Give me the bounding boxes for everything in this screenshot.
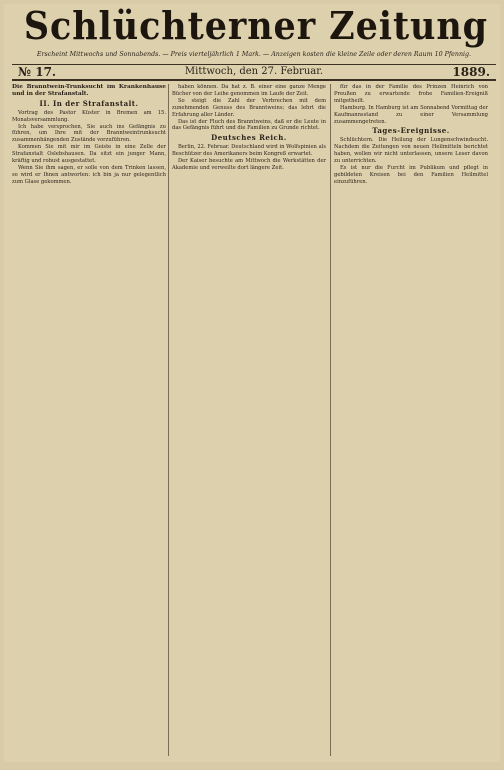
- paragraph: Hamburg. In Hamburg ist am Sonnabend Vormittag der Kaufmannsstand zu einer Versammlung zusammengetreten.: [334, 104, 488, 125]
- masthead-title: Schlüchterner Zeitung: [23, 3, 489, 48]
- paragraph: Ich habe versprochen, Sie auch ins Gefängnis zu führen, um Ihre mit der Branntweintrunksucht zusammenhängenden Zustände vorzuführen.: [12, 123, 166, 144]
- column-middle: [172, 84, 326, 760]
- newspaper-page: [4, 4, 500, 762]
- paragraph: Wenn Sie ihm sagen, er solle von dem Trinken lassen, so wird er Ihnen antworten: ich bin ja nur gelegentlich zum Glase gekommen.: [12, 164, 166, 185]
- paragraph: für das in der Familie des Prinzen Heinrich von Preußen zu erwartende frohe Familien-Ereigniß mitgetheilt.: [334, 84, 488, 104]
- issue-year: 1889.: [452, 65, 490, 79]
- paragraph: Berlin, 22. Februar. Deutschland wird in Wolfspinien als Beschützer des Amerikaners beim Kongreß erwartet.: [172, 144, 326, 158]
- subscription-line: Erscheint Mittwochs und Sonnabends. — Preis vierteljährlich 1 Mark. — Anzeigen kosten die kleine Zeile oder deren Raum 10 Pfennig.: [36, 51, 472, 58]
- section-heading: Deutsches Reich.: [211, 133, 287, 143]
- column-divider: [168, 84, 169, 756]
- issue-number: № 17.: [18, 65, 57, 79]
- column-right: [334, 84, 488, 760]
- section-heading: Tages-Ereignisse.: [372, 126, 450, 136]
- paragraph: Das ist der Fluch des Branntweins, daß er die Leute in das Gefängnis führt und die Familien zu Grunde richtet.: [172, 118, 326, 132]
- column-left: [12, 84, 166, 760]
- issue-row: [12, 65, 496, 79]
- article-heading: Die Branntwein-Trunksucht im Krankenhause und in der Strafanstalt.: [12, 84, 166, 97]
- column-divider: [330, 84, 331, 756]
- paragraph: Der Kaiser besuchte am Mittwoch die Werkstätten der Akademie und verweilte dort längere Zeit.: [172, 158, 326, 171]
- paragraph: So steigt die Zahl der Verbrechen mit dem zunehmenden Genuss des Branntweins; das lehrt die Erfahrung aller Länder.: [172, 97, 326, 118]
- paragraph: Es ist nur die Furcht im Publikum und pflegt in gebildeten Kreisen bei den Familien Heilmittel einzuführen.: [334, 164, 488, 185]
- article-subheading: II. In der Strafanstalt.: [39, 98, 139, 108]
- paragraph: Schlüchtern. Die Heilung der Lungenschwindsucht. Nachdem die Zeitungen von neuen Heilmitteln berichtet haben, wollen wir nicht unterlassen, unsere Leser davon zu unterrichten.: [334, 137, 488, 165]
- paragraph: Kommen Sie mit mir im Geiste in eine Zelle der Strafanstalt Oslebshausen. Da sitzt ein junger Mann, kräftig und robust ausgestattet.: [12, 144, 166, 165]
- issue-date: Mittwoch, den 27. Februar.: [184, 66, 324, 77]
- paragraph: Vortrag des Pastor Küster in Bremen am 15. Monatsversammlung.: [12, 109, 166, 123]
- issue-rule: [12, 79, 496, 81]
- paragraph: haben können. Da hat z. B. einer eine ganze Menge Bücher von der Leihe genommen im Laufe der Zeit.: [172, 84, 326, 97]
